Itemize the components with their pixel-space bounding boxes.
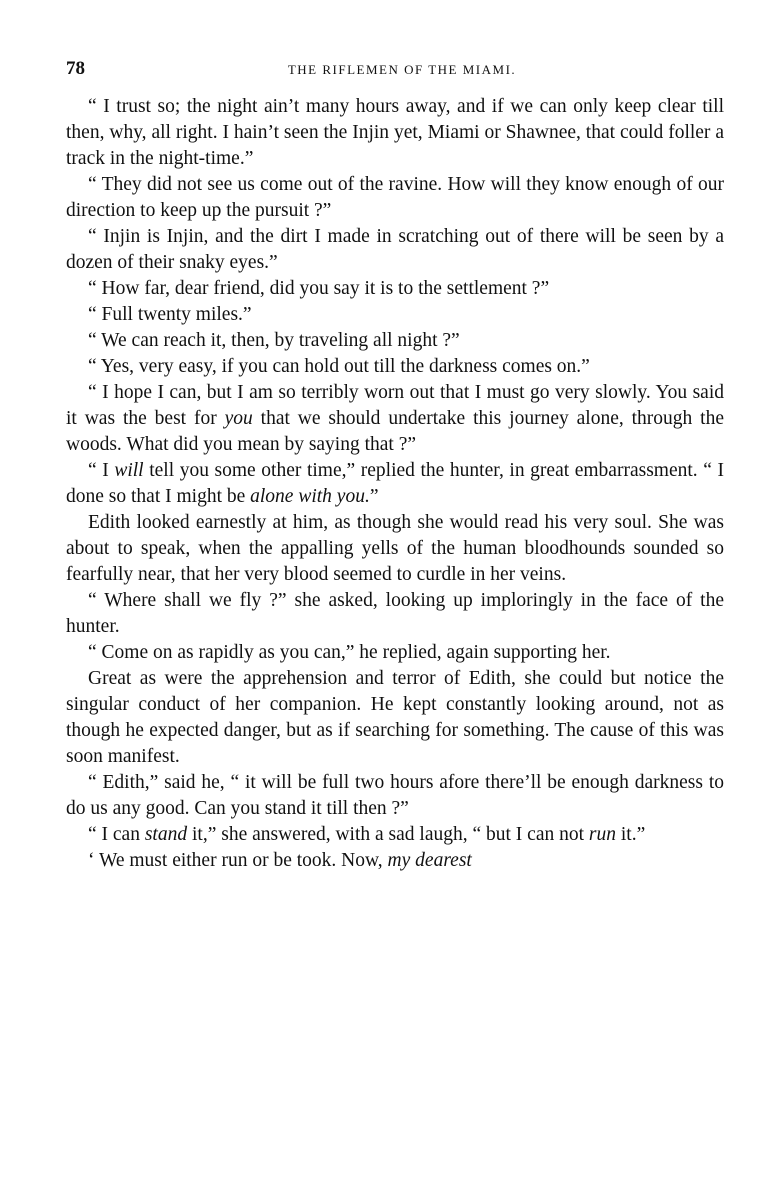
- paragraph: “ Edith,” said he, “ it will be full two hours afore there’ll be enough darkness to do us any good. Can you stand it till then ?”: [66, 772, 724, 819]
- paragraph: “ Yes, very easy, if you can hold out till the darkness comes on.”: [88, 356, 590, 377]
- paragraph: “ They did not see us come out of the ravine. How will they know enough of our direction to keep up the pursuit ?”: [66, 174, 724, 221]
- paragraph: “ Where shall we fly ?” she asked, looking up imploringly in the face of the hunter.: [66, 590, 724, 637]
- paragraph: ‘ We must either run or be took. Now, my dearest: [88, 850, 472, 871]
- body-text: [66, 94, 724, 874]
- paragraph: “ I can stand it,” she answered, with a sad laugh, “ but I can not run it.”: [88, 824, 646, 845]
- paragraph: “ Come on as rapidly as you can,” he replied, again supporting her.: [88, 642, 611, 663]
- page-header: [66, 54, 724, 84]
- paragraph: “ I trust so; the night ain’t many hours away, and if we can only keep clear till then, why, all right. I hain’t seen the Injin yet, Miami or Shawnee, that could foller a track in the night-time.”: [66, 96, 724, 169]
- paragraph: Edith looked earnestly at him, as though she would read his very soul. She was about to speak, when the appalling yells of the human bloodhounds sounded so fearfully near, that her very blood seemed to curdle in her veins.: [66, 512, 724, 585]
- running-title: THE RIFLEMEN OF THE MIAMI.: [287, 62, 517, 77]
- book-page: [66, 54, 724, 874]
- paragraph: “ Full twenty miles.”: [88, 304, 252, 325]
- paragraph: “ We can reach it, then, by traveling all night ?”: [88, 330, 460, 351]
- paragraph: “ How far, dear friend, did you say it is to the settlement ?”: [88, 278, 550, 299]
- page-number: 78: [66, 58, 85, 79]
- paragraph: “ I will tell you some other time,” replied the hunter, in great embarrassment. “ I done so that I might be alone with you.”: [66, 460, 724, 507]
- paragraph: “ Injin is Injin, and the dirt I made in scratching out of there will be seen by a dozen of their snaky eyes.”: [66, 226, 724, 273]
- paragraph: “ I hope I can, but I am so terribly worn out that I must go very slowly. You said it was the best for you that we should undertake this journey alone, through the woods. What did you mean by saying that ?”: [66, 382, 724, 455]
- paragraph: Great as were the apprehension and terror of Edith, she could but notice the singular conduct of her companion. He kept constantly looking around, not as though he expected danger, but as if searching for something. The cause of this was soon manifest.: [66, 668, 724, 767]
